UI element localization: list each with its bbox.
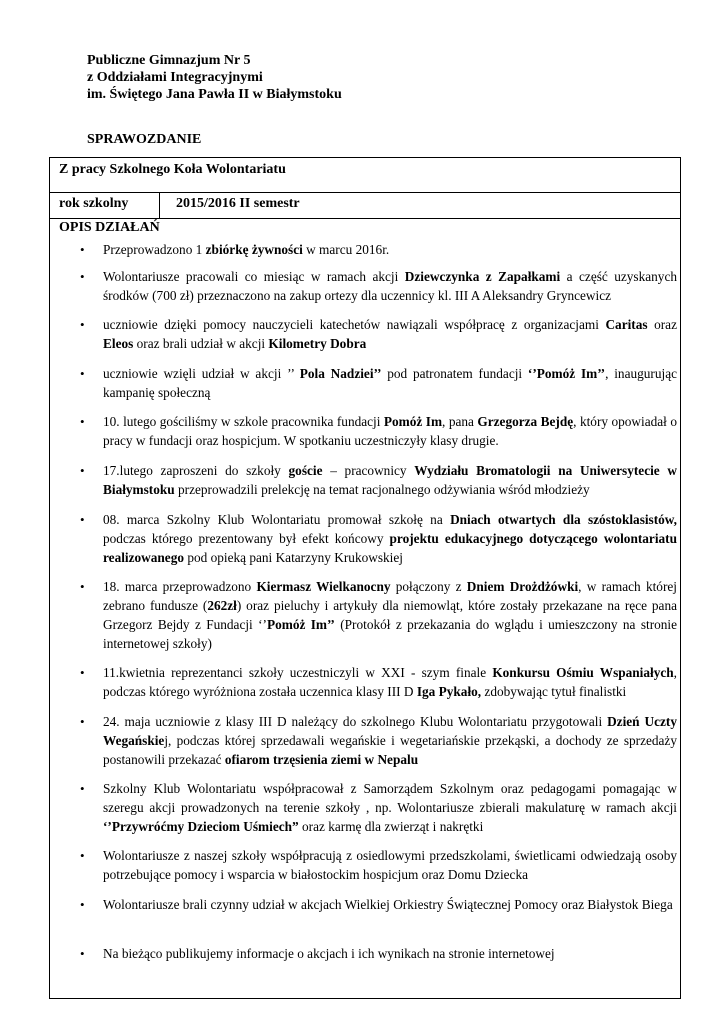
- body-text: 11.kwietnia reprezentanci szkoły uczestniczyli w XXI - szym finale: [103, 665, 493, 680]
- body-text: j, podczas której sprzedawali wegańskie i wegetariańskie przekąski, a dochody ze sprzedaży postanowili przekazać: [103, 733, 677, 767]
- body-text: zdobywając tytuł finalistki: [481, 684, 627, 699]
- body-text: oraz brali udział w akcji: [133, 336, 269, 351]
- body-text: , w ramach której zebrano fundusze (: [103, 579, 677, 613]
- bullet-icon: •: [80, 665, 85, 680]
- body-text: Szkolny Klub Wolontariatu współpracował z Samorządem Szkolnym oraz pedagogami pomagając w szeregu akcji prowadzonych na terenie szkoły , np. Wolontariusze zbierali makulaturę w ramach akcji: [103, 781, 677, 815]
- body-text: Wolontariusze z naszej szkoły współpracują z osiedlowymi przedszkolami, świetlicami odwiedzają osoby potrzebujące pomocy i wsparcia w białostockim hospicjum oraz Domu Dziecka: [103, 848, 677, 882]
- body-text: a część uzyskanych środków (700 zł) przeznaczono na zakup ortezy dla uczennicy kl. III A Aleksandry Gryncewicz: [103, 269, 678, 303]
- school-header: [87, 52, 342, 103]
- bullet-icon: •: [80, 781, 85, 796]
- bold-text: Dniach otwartych dla szóstoklasistów,: [450, 512, 678, 527]
- school-year-row: [50, 192, 680, 219]
- body-text: uczniowie wzięli udział w akcji ’’: [103, 366, 300, 381]
- body-text: oraz karmę dla zwierząt i nakrętki: [298, 819, 484, 834]
- body-text: ) oraz pieluchy i artykuły dla niemowląt, które zostały przekazane na ręce pana Grzegorz Bejdy z Fundacji ‘’: [103, 598, 677, 632]
- subject-label: Z pracy Szkolnego Koła Wolontariatu: [59, 162, 286, 177]
- item-text: [103, 364, 677, 402]
- item-text: [103, 663, 677, 701]
- item-text: [103, 577, 677, 653]
- item-text: [103, 461, 677, 499]
- item-text: [103, 944, 677, 963]
- bold-text: Dziewczynka z Zapałkami: [404, 269, 561, 284]
- bullet-icon: •: [80, 242, 85, 257]
- body-text: , inaugurując kampanię społeczną: [103, 366, 677, 400]
- bullet-icon: •: [80, 366, 85, 381]
- bullet-icon: •: [80, 269, 85, 284]
- body-text: przeprowadzili prelekcję na temat racjonalnego odżywiania wśród młodzieży: [174, 482, 590, 497]
- header-line: z Oddziałami Integracyjnymi: [87, 70, 263, 85]
- item-text: [103, 510, 677, 567]
- item-text: [103, 779, 677, 836]
- bold-text: Konkursu Ośmiu Wspaniałych: [492, 665, 674, 680]
- body-text: uczniowie dzięki pomocy nauczycieli katechetów nawiązali współpracę z organizacjami: [103, 317, 606, 332]
- bold-text: Pola Nadziei’’: [299, 366, 382, 381]
- bold-text: ‘’Przywróćmy Dzieciom Uśmiech”: [103, 819, 299, 834]
- bold-text: Wydziału Bromatologii na Uniwersytecie w Białymstoku: [103, 463, 677, 497]
- bold-text: goście: [288, 463, 323, 478]
- body-text: 24. maja uczniowie z klasy III D należący do szkolnego Klubu Wolontariatu przygotowali: [103, 714, 608, 729]
- item-text: [103, 846, 677, 884]
- item-text: [103, 267, 677, 305]
- report-title: SPRAWOZDANIE: [87, 132, 202, 147]
- bold-text: Kiermasz Wielkanocny: [256, 579, 391, 594]
- bold-text: Dzień Uczty Wegańskie: [103, 714, 677, 748]
- body-text: , pana: [442, 414, 478, 429]
- body-text: w marcu 2016r.: [302, 242, 390, 257]
- subject-row: [50, 158, 680, 193]
- bold-text: Pomóż Im’’: [266, 617, 335, 632]
- bold-text: 262zł: [207, 598, 237, 613]
- bold-text: ‘’Pomóż Im’’: [527, 366, 606, 381]
- bold-text: projektu edukacyjnego dotyczącego wolontariatu realizowanego: [103, 531, 677, 565]
- body-text: podczas którego prezentowany był efekt końcowy: [103, 531, 390, 546]
- bold-text: ofiarom trzęsienia ziemi w Nepalu: [224, 752, 419, 767]
- item-text: [103, 315, 677, 353]
- body-text: (Protokół z przekazania do wglądu i umieszczony na stronie internetowej szkoły): [103, 617, 678, 651]
- body-text: 17.lutego zaproszeni do szkoły: [103, 463, 289, 478]
- bold-text: Iga Pykało,: [416, 684, 482, 699]
- item-text: [103, 412, 677, 450]
- bold-text: Kilometry Dobra: [268, 336, 367, 351]
- bullet-icon: •: [80, 414, 85, 429]
- bullet-icon: •: [80, 512, 85, 527]
- item-text: [103, 712, 677, 769]
- body-text: 10. lutego gościliśmy w szkole pracownika fundacji: [103, 414, 384, 429]
- body-text: Na bieżąco publikujemy informacje o akcjach i ich wynikach na stronie internetowej: [103, 946, 555, 961]
- header-line: im. Świętego Jana Pawła II w Białymstoku: [87, 87, 342, 102]
- body-text: połączony z: [390, 579, 467, 594]
- body-text: 08. marca Szkolny Klub Wolontariatu promował szkołę na: [103, 512, 451, 527]
- body-text: , podczas którego wyróżniona została uczennica klasy III D: [103, 665, 677, 699]
- bullet-icon: •: [80, 579, 85, 594]
- school-year-value: 2015/2016 II semestr: [176, 196, 300, 211]
- cell-divider: [159, 192, 160, 218]
- item-text: [103, 240, 677, 259]
- body-text: Wolontariusze brali czynny udział w akcjach Wielkiej Orkiestry Świątecznej Pomocy oraz Białystok Biega: [103, 897, 673, 912]
- body-text: pod patronatem fundacji: [381, 366, 528, 381]
- bullet-icon: •: [80, 714, 85, 729]
- bullet-icon: •: [80, 946, 85, 961]
- bold-text: Pomóż Im: [383, 414, 443, 429]
- bullet-icon: •: [80, 848, 85, 863]
- item-text: [103, 895, 677, 914]
- header-line: Publiczne Gimnazjum Nr 5: [87, 53, 251, 68]
- body-text: , który opowiadał o pracy w fundacji oraz hospicjum. W spotkaniu uczestniczyły klasy drugie.: [103, 414, 677, 448]
- section-heading: OPIS DZIAŁAŃ: [59, 220, 160, 235]
- bold-text: Dniem Drożdżówki: [466, 579, 579, 594]
- bold-text: Grzegorza Bejdę: [477, 414, 574, 429]
- report-table: [49, 157, 681, 999]
- bold-text: Eleos: [103, 336, 134, 351]
- body-text: Wolontariusze pracowali co miesiąc w ramach akcji: [103, 269, 405, 284]
- bullet-icon: •: [80, 317, 85, 332]
- school-year-label: rok szkolny: [59, 196, 129, 211]
- body-text: 18. marca przeprowadzono: [103, 579, 257, 594]
- body-text: – pracownicy: [322, 463, 415, 478]
- bullet-icon: •: [80, 463, 85, 478]
- body-text: oraz: [647, 317, 677, 332]
- body-text: Przeprowadzono 1: [103, 242, 206, 257]
- body-text: pod opieką pani Katarzyny Krukowskiej: [184, 550, 403, 565]
- bullet-icon: •: [80, 897, 85, 912]
- bold-text: zbiórkę żywności: [205, 242, 303, 257]
- bold-text: Caritas: [605, 317, 648, 332]
